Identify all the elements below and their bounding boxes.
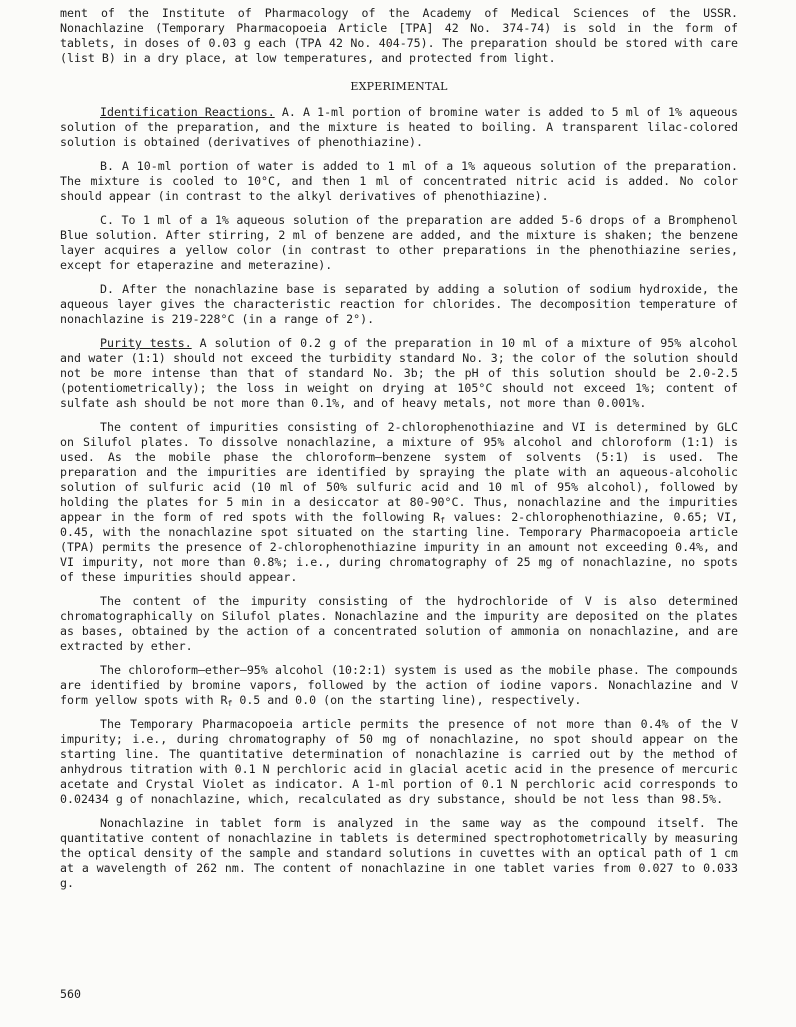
- mobile-phase-text-a: The chloroform–ether–95% alcohol (10:2:1) system is used as the mobile phase. The compounds are identified by bromine vapors, followed by the action of iodine vapors. Nonachlazine and V form yellow spots with R: [60, 663, 738, 707]
- tablet-paragraph: Nonachlazine in tablet form is analyzed in the same way as the compound itself. The quantitative content of nonachlazine in tablets is determined spectrophotometrically by measuring the optical density of the sample and standard solutions in cuvettes with an optical path of 1 cm at a wavelength of 262 nm. The content of nonachlazine in one tablet varies from 0.027 to 0.033 g.: [60, 816, 738, 890]
- impurities-text-b: values: 2-chlorophenothiazine, 0.65; VI, 0.45, with the nonachlazine spot situated on the starting line. Temporary Pharmacopoeia article (TPA) permits the presence of 2-chlorophenothiazine impurity in an amount not exceeding 0.4%, and VI impurity, not more than 0.8%; i.e., during chromatography of 25 mg of nonachlazine, no spots of these impurities should appear.: [60, 510, 738, 584]
- identification-paragraph: [60, 105, 738, 150]
- body-text: [60, 6, 738, 900]
- mobile-phase-paragraph: [60, 663, 738, 708]
- identification-label: Identification Reactions.: [100, 105, 275, 119]
- purity-label: Purity tests.: [100, 336, 192, 350]
- paragraph-c: C. To 1 ml of a 1% aqueous solution of the preparation are added 5-6 drops of a Bromphenol Blue solution. After stirring, 2 ml of benzene are added, and the mixture is shaken; the benzene layer acquires a yellow color (in contrast to other preparations in the phenothiazine series, except for etaperazine and meterazine).: [60, 213, 738, 272]
- titration-paragraph: The Temporary Pharmacopoeia article permits the presence of not more than 0.4% of the V impurity; i.e., during chromatography of 50 mg of nonachlazine, no spot should appear on the starting line. The quantitative determination of nonachlazine is carried out by the method of anhydrous titration with 0.1 N perchloric acid in glacial acetic acid in the presence of mercuric acetate and Crystal Violet as indicator. A 1-ml portion of 0.1 N perchloric acid corresponds to 0.02434 g of nonachlazine, which, recalculated as dry substance, should be not less than 98.5%.: [60, 717, 738, 806]
- impurities-text-a: The content of impurities consisting of 2-chlorophenothiazine and VI is determined by GLC on Silufol plates. To dissolve nonachlazine, a mixture of 95% alcohol and chloroform (1:1) is used. As the mobile phase the chloroform–benzene system of solvents (5:1) is used. The preparation and the impurities are identified by spraying the plate with an aqueous-alcoholic solution of sulfuric acid (10 ml of 50% sulfuric acid and 10 ml of 95% alcohol), followed by holding the plates for 5 min in a desiccator at 80-90°C. Thus, nonachlazine and the impurities appear in the form of red spots with the following R: [60, 420, 738, 524]
- purity-paragraph: [60, 336, 738, 411]
- impurities-paragraph: [60, 420, 738, 585]
- section-heading: EXPERIMENTAL: [350, 80, 448, 93]
- rf-subscript: f: [227, 699, 233, 708]
- intro-paragraph: ment of the Institute of Pharmacology of the Academy of Medical Sciences of the USSR. Nonachlazine (Temporary Pharmacopoeia Article [TPA] 42 No. 374-74) is sold in the form of tablets, in doses of 0.03 g each (TPA 42 No. 404-75). The preparation should be stored with care (list B) in a dry place, at low temperatures, and protected from light.: [60, 6, 738, 65]
- purity-text: A solution of 0.2 g of the preparation in 10 ml of a mixture of 95% alcohol and water (1:1) should not exceed the turbidity standard No. 3; the color of the solution should not be more intense than that of standard No. 3b; the pH of this solution should be 2.0-2.5 (potentiometrically); the loss in weight on drying at 105°C should not exceed 1%; content of sulfate ash should be not more than 0.1%, and of heavy metals, not more than 0.001%.: [60, 336, 738, 410]
- mobile-phase-text-b: 0.5 and 0.0 (on the starting line), respectively.: [232, 693, 582, 707]
- identification-text: A. A 1-ml portion of bromine water is added to 5 ml of 1% aqueous solution of the preparation, and the mixture is heated to boiling. A transparent lilac-colored solution is obtained (derivatives of phenothiazine).: [60, 105, 738, 149]
- paragraph-b: B. A 10-ml portion of water is added to 1 ml of a 1% aqueous solution of the preparation. The mixture is cooled to 10°C, and then 1 ml of concentrated nitric acid is added. No color should appear (in contrast to the alkyl derivatives of phenothiazine).: [60, 159, 738, 203]
- rf-subscript: f: [440, 516, 445, 525]
- paragraph-d: D. After the nonachlazine base is separated by adding a solution of sodium hydroxide, the aqueous layer gives the characteristic reaction for chlorides. The decomposition temperature of nonachlazine is 219-228°C (in a range of 2°).: [60, 282, 738, 326]
- page-number: 560: [60, 987, 81, 1001]
- hydrochloride-paragraph: The content of the impurity consisting of the hydrochloride of V is also determined chromatographically on Silufol plates. Nonachlazine and the impurity are deposited on the plates as bases, obtained by the action of a concentrated solution of ammonia on nonachlazine, and are extracted by ether.: [60, 594, 738, 653]
